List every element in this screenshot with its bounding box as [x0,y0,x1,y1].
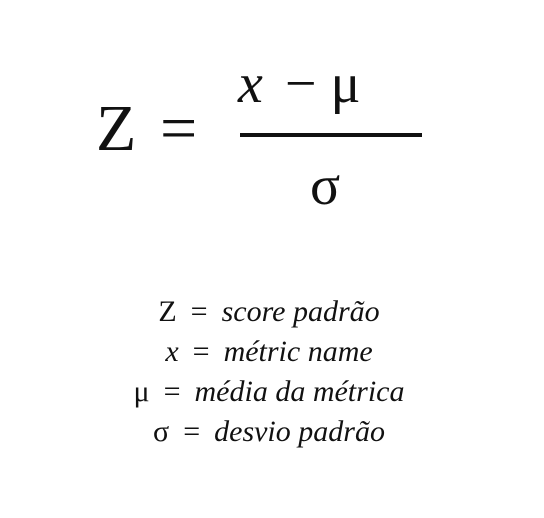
legend-row-mu [0,372,544,412]
legend-row-sigma [0,412,544,452]
legend-row-x [0,332,544,372]
legend-symbol: σ [153,415,170,448]
formula-legend [0,292,544,452]
formula-denominator: σ [310,155,341,217]
legend-definition: score padrão [221,295,380,328]
numerator-operator: − [284,53,317,115]
formula-lhs: Z [96,92,137,165]
legend-symbol: x [165,335,179,368]
legend-equals: = [163,375,181,408]
formula-numerator [238,53,418,115]
legend-definition: desvio padrão [214,415,385,448]
numerator-variable: x [238,53,263,115]
legend-definition: métric name [223,335,373,368]
formula-equals-sign: = [160,92,198,165]
numerator-mean: μ [330,53,361,115]
legend-row-z [0,292,544,332]
legend-symbol: Z [158,295,177,328]
legend-equals: = [192,335,210,368]
legend-equals: = [183,415,201,448]
legend-equals: = [190,295,208,328]
legend-definition: média da métrica [194,375,405,408]
z-score-formula [0,0,544,240]
legend-symbol: μ [133,375,150,408]
fraction-bar [240,133,422,137]
